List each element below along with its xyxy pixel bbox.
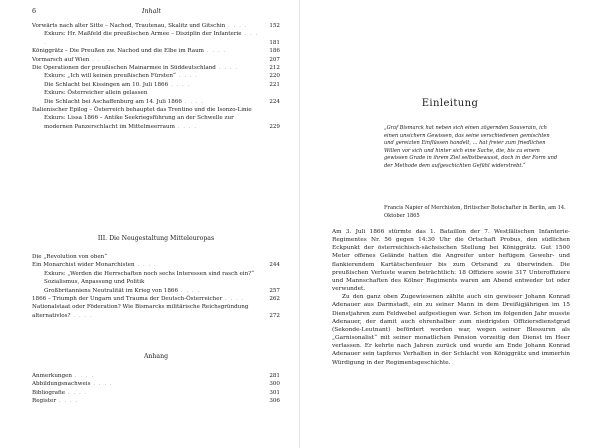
- toc-entry-title: Exkurs: Lissa 1866 – Antike Seekriegsführung an der Schwelle zur modernen Panzerschlacht im Mittelmeerraum: [44, 115, 234, 130]
- body-text: [332, 228, 570, 367]
- toc-entry-page: 262: [269, 296, 280, 303]
- toc-leader-dots: . . . .: [215, 65, 239, 72]
- toc-leader-dots: . . . .: [90, 381, 113, 388]
- toc-leader-dots: . . . .: [56, 398, 79, 405]
- section-heading-iii: III. Die Neugestaltung Mitteleuropas: [97, 235, 215, 242]
- toc-entry-title: Königgrätz – Die Preußen zw. Nachod und die Elbe im Raum: [32, 48, 204, 55]
- toc-entry-page: 221: [269, 81, 280, 88]
- toc-entry-page: 306: [269, 398, 280, 405]
- toc-block-chapters: [32, 22, 280, 131]
- toc-entry-page: 186: [269, 48, 280, 55]
- toc-leader-dots: . . . .: [168, 81, 191, 88]
- toc-block-section-iii: [32, 253, 280, 320]
- toc-leader-dots: . . . .: [181, 98, 205, 105]
- toc-leader-dots: . . . .: [65, 389, 88, 396]
- right-page: [300, 0, 600, 448]
- toc-entry: [32, 81, 280, 89]
- toc-entry: [32, 303, 280, 320]
- toc-entry: [32, 47, 280, 55]
- toc-entry: [32, 380, 280, 388]
- toc-entry: [32, 372, 280, 380]
- running-head: Inhalt: [142, 8, 161, 15]
- toc-entry-page: 212: [269, 65, 280, 72]
- chapter-title: Einleitung: [421, 98, 479, 109]
- paragraph-1: Am 3. Juli 1866 stürmte das 1. Bataillon der 7. Westfälischen Infanterie-Regimentes Nr. 56 gegen 14:30 Uhr die Ortschaft Probus, den südlichen Eckpunkt der österreichisch-sächsischen Stellung bei Königgrätz. Gut 1500 Meter offenes Gelände hatten die Angreifer unter heftigem Gewehr- und flankierendem Kartätschenfeuer bis zum Ortsrand zu überwinden. Die preußischen Verluste waren beträchtlich: 18 Offiziere sowie 317 Unteroffiziere und Mannschaften des Kölner Regiments waren am Abend entweder tot oder verwundet.: [332, 229, 570, 293]
- epigraph-quote: „Graf Bismarck hat neben sich einen zögernden Souverain, ich einen unsichern Gewissen, das seine verschiedenen gemischten und gereizten Einflüssen handelt, ... hat freier zum friedlichen Willen vor sich und hinter sich eine Sache, die, bis zu einem gewissen Grade in ihrem Ziel selbstbewusst, doch in der Form und der Methode dem aufgeschichten Gefühl widerstrebt.“: [384, 125, 558, 169]
- toc-entry-title: Italienischer Epilog – Österreich behauptet das Trentino und die Isonzo-Linie: [32, 107, 252, 114]
- toc-leader-dots: . . . .: [225, 23, 248, 29]
- toc-entry-page: 301: [269, 389, 280, 396]
- toc-entry-title: Anmerkungen: [32, 373, 73, 379]
- toc-leader-dots: . . . .: [178, 287, 201, 294]
- toc-leader-dots: . . . .: [72, 373, 95, 379]
- toc-entry: [32, 89, 280, 97]
- toc-leader-dots: . . . .: [175, 73, 199, 80]
- toc-entry-title: Exkurs: „Werden die Herrschaften noch sechs Interessen sind rasch ein?“ Sozialismus, Anpassung und Politik: [44, 270, 255, 286]
- toc-entry-title: Großbritanniens Neutralität im Krieg von 1866: [44, 287, 179, 294]
- toc-entry-page: 181: [269, 39, 280, 46]
- toc-entry-title: Die Operationen der preußischen Mainarmee in Süddeutschland: [32, 65, 216, 72]
- toc-entry-page: 224: [269, 98, 280, 105]
- toc-entry: [32, 253, 280, 261]
- toc-leader-dots: . . . .: [89, 56, 112, 63]
- toc-entry-page: 220: [269, 73, 280, 80]
- toc-leader-dots: . . . .: [174, 123, 198, 130]
- toc-entry-title: Die Schlacht bei Aschaffenburg am 14. Juli 1866: [44, 98, 182, 105]
- toc-entry-page: 152: [269, 23, 280, 29]
- toc-entry-title: Abbildungsnachweis: [32, 381, 91, 388]
- toc-entry-title: Die Schlacht bei Kissingen am 10. Juli 1866: [44, 81, 169, 88]
- toc-entry-page: 272: [269, 312, 280, 319]
- appendix-heading: Anhang: [143, 353, 169, 360]
- toc-entry-title: Die „Revolution von oben“: [32, 254, 108, 260]
- toc-entry-title: Exkurs: Österreicher allein gelassen: [44, 90, 148, 97]
- toc-entry: [32, 389, 280, 397]
- toc-entry-title: Exkurs: „Ich will keinen preußischen Fürsten“: [44, 73, 176, 80]
- toc-entry: [32, 270, 280, 287]
- toc-entry: [32, 56, 280, 64]
- toc-leader-dots: . . . .: [70, 312, 93, 319]
- toc-leader-dots: . . . .: [134, 262, 157, 269]
- toc-entry-title: Vorwärts nach alter Sitte – Nachod, Trautenau, Skalitz und Gitschin: [32, 23, 226, 29]
- toc-entry-page: 229: [269, 123, 280, 130]
- toc-entry-title: Vormarsch auf Wien: [32, 56, 90, 63]
- toc-entry: [32, 287, 280, 295]
- paragraph-2: Zu den ganz oben Zugewiesenen zählte auch ein gewisser Johann Konrad Adenauer aus Darmstadt, ein zu seiner Mann in dem Dreißigjährigen im 15 Dienstjahren zum Feldwebel aufgestiegen war. Schon im folgenden Jahr musste Adenauer, der damit auch ehrenhalber zum niedrigsten Offiziersdienstgrad (Sekonde-Leutnant) befördert worden war, wegen seiner Blessuren als „Garnisonalist“ mit seiner monatlichen Pension vorzeitig den Dienst im Heer verlassen. Er kehrte nach Jahren zurück und wurde am Ende Johann Konrad Adenauer sein tapferes Verhalten in der Schlacht von Königgrätz und immerhin Würdigung in der Regimentsgeschichte.: [332, 294, 570, 366]
- toc-entry-page: 300: [269, 381, 280, 388]
- toc-entry: [32, 114, 280, 131]
- page-number: 6: [32, 8, 37, 15]
- toc-leader-dots: . . . .: [44, 31, 259, 46]
- toc-entry-title: 1866 – Triumph der Ungarn und Trauma der Deutsch-Österreicher: [32, 296, 223, 303]
- toc-entry-title: Nationalstaat oder Föderation? Wie Bismarcks militärische Reichsgründung alternativlos?: [32, 304, 249, 319]
- toc-entry: [32, 106, 280, 114]
- epigraph-source: Francis Napier of Merchiston, Britischer Botschafter in Berlin, am 14. Oktober 1865: [384, 205, 566, 219]
- toc-entry-page: 281: [269, 373, 280, 379]
- toc-entry-title: Register: [32, 398, 56, 405]
- toc-entry: [32, 261, 280, 269]
- toc-block-appendix: [32, 372, 280, 406]
- toc-entry: [32, 22, 280, 30]
- toc-entry: [32, 64, 280, 72]
- toc-entry: [32, 72, 280, 80]
- toc-entry: [32, 397, 280, 405]
- toc-entry-page: 257: [269, 287, 280, 294]
- toc-entry-page: 244: [269, 262, 280, 269]
- toc-leader-dots: . . . .: [222, 296, 245, 303]
- toc-entry-title: Ein Monarchist wider Monarchisten: [32, 262, 135, 269]
- toc-entry: [32, 98, 280, 106]
- toc-entry: [32, 295, 280, 303]
- toc-entry-page: 207: [269, 56, 280, 63]
- toc-entry-title: Bibliografie: [32, 389, 66, 396]
- toc-entry-title: Exkurs: Hr. Maßfeld die preußischen Armee – Disziplin der Infanterie: [44, 31, 242, 38]
- toc-leader-dots: . . . .: [203, 48, 227, 55]
- toc-entry: [32, 30, 280, 47]
